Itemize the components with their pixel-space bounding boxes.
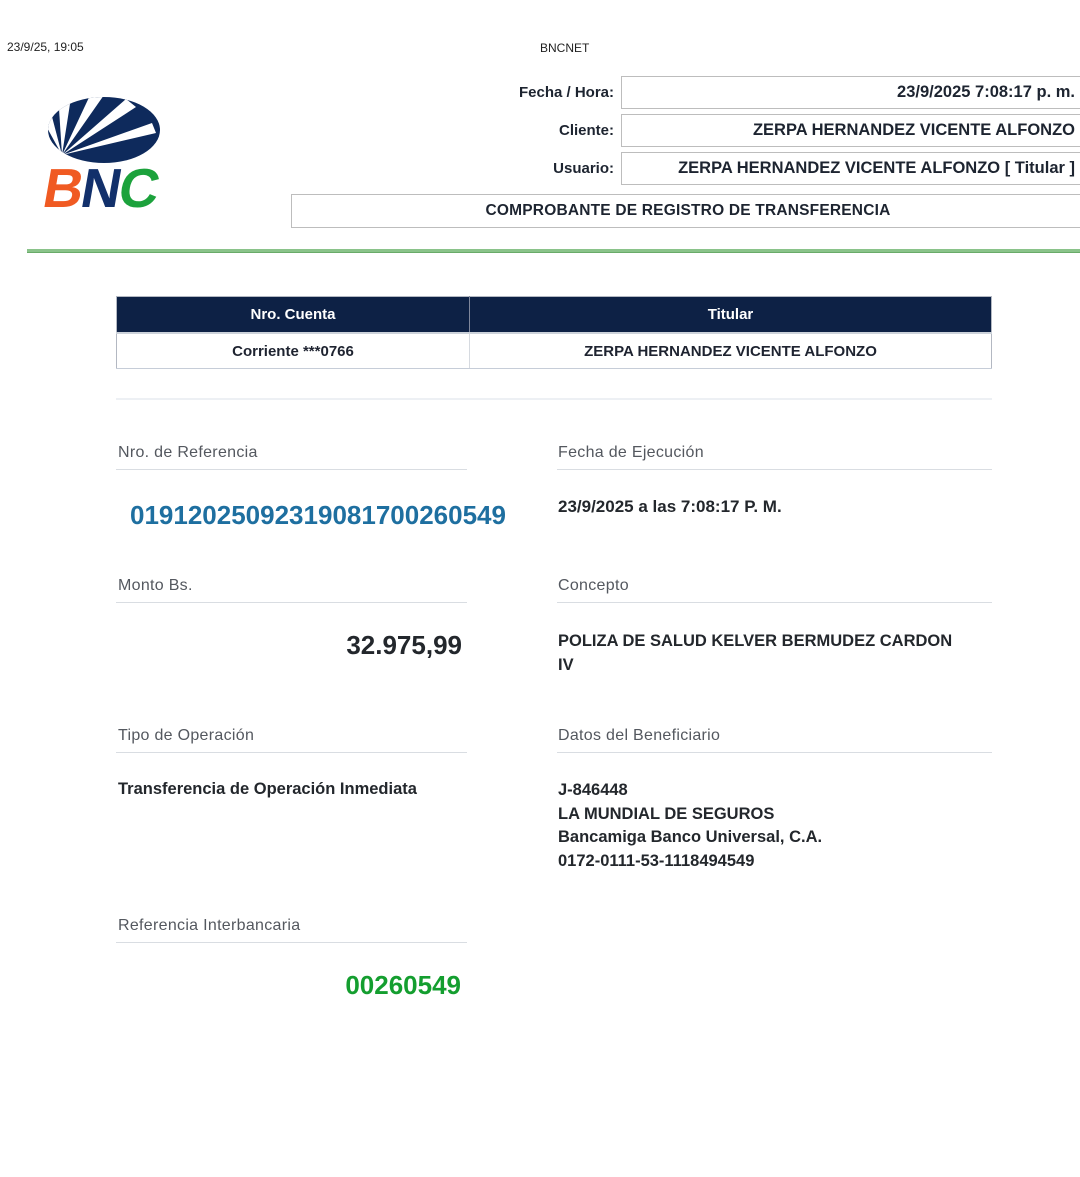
field-row-cliente [420, 114, 1080, 147]
receipt-title: COMPROBANTE DE REGISTRO DE TRANSFERENCIA [291, 194, 1080, 228]
concept-value: POLIZA DE SALUD KELVER BERMUDEZ CARDON IV [558, 632, 953, 674]
bnc-logo [38, 97, 168, 219]
cliente-label: Cliente: [558, 122, 614, 139]
interbank-reference-underline [116, 942, 467, 943]
bnc-letter-c: C [114, 157, 163, 219]
amount-value: 32.975,99 [346, 630, 462, 660]
amount-underline [116, 602, 467, 603]
beneficiary-id: J-846448 [558, 781, 628, 799]
beneficiary-name: LA MUNDIAL DE SEGUROS [558, 804, 775, 823]
cliente-value: ZERPA HERNANDEZ VICENTE ALFONZO [621, 114, 1080, 147]
account-number-cell: Corriente ***0766 [117, 333, 470, 369]
concept-label: Concepto [558, 577, 629, 594]
interbank-reference-value: 00260549 [345, 970, 461, 1000]
execution-underline [557, 469, 992, 470]
account-holder-cell: ZERPA HERNANDEZ VICENTE ALFONZO [470, 333, 992, 369]
concept-underline [557, 602, 992, 603]
operation-type-value: Transferencia de Operación Inmediata [118, 780, 417, 798]
beneficiary-bank: Bancamiga Banco Universal, C.A. [558, 828, 823, 846]
execution-value: 23/9/2025 a las 7:08:17 P. M. [558, 497, 782, 516]
operation-type-underline [116, 752, 467, 753]
bnc-sunburst-icon [48, 97, 160, 163]
interbank-reference-label: Referencia Interbancaria [118, 917, 301, 934]
beneficiary-details [558, 779, 822, 873]
holder-column-header: Titular [470, 297, 992, 334]
green-divider [27, 249, 1080, 253]
bnc-letter-b: B [38, 157, 88, 219]
account-table-row [117, 333, 992, 369]
beneficiary-account: 0172-0111-53-1118494549 [558, 851, 755, 870]
fecha-hora-label: Fecha / Hora: [518, 84, 614, 101]
beneficiary-underline [557, 752, 992, 753]
print-timestamp: 23/9/25, 19:05 [7, 40, 84, 54]
field-row-usuario [420, 152, 1080, 185]
beneficiary-label: Datos del Beneficiario [558, 727, 721, 744]
print-site-name: BNCNET [540, 41, 590, 55]
amount-label: Monto Bs. [118, 577, 193, 594]
usuario-label: Usuario: [553, 160, 614, 177]
operation-type-label: Tipo de Operación [118, 727, 255, 744]
reference-underline [116, 469, 467, 470]
reference-value: 01912025092319081700260549 [130, 500, 506, 530]
account-table-header-row [117, 297, 992, 334]
fecha-hora-value: 23/9/2025 7:08:17 p. m. [621, 76, 1080, 109]
account-column-header: Nro. Cuenta [117, 297, 470, 334]
field-row-fecha-hora [420, 76, 1080, 109]
account-table [116, 296, 992, 369]
section-divider [116, 398, 992, 400]
reference-label: Nro. de Referencia [118, 444, 258, 461]
bnc-wordmark [38, 157, 163, 219]
execution-label: Fecha de Ejecución [558, 444, 704, 461]
bnc-letter-n: N [76, 157, 126, 219]
usuario-value: ZERPA HERNANDEZ VICENTE ALFONZO [ Titular ] [621, 152, 1080, 185]
